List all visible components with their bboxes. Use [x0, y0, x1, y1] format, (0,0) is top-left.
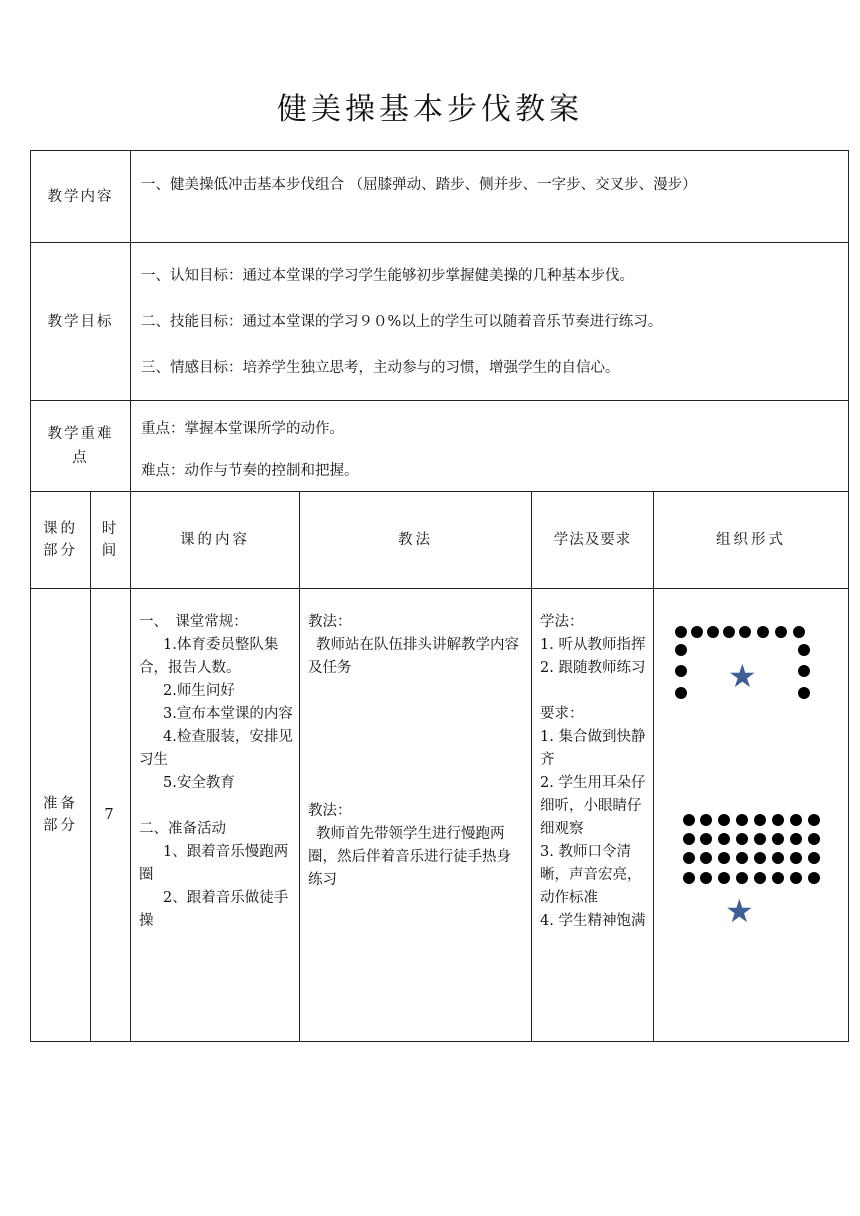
- formation-diagram: [654, 589, 849, 1041]
- student-dot: [808, 852, 820, 864]
- hard-point: 难点：动作与节奏的控制和把握。: [141, 463, 359, 479]
- list-item: 4.检查服装，安排见习生: [139, 729, 293, 768]
- method1-label: 教法：: [308, 614, 352, 630]
- goal-item: 二、技能目标：通过本堂课的学习９０%以上的学生可以随着音乐节奏进行练习。: [141, 313, 663, 330]
- student-dot: [808, 872, 820, 884]
- student-dot: [757, 626, 769, 638]
- requirement: 4. 学生精神饱满: [540, 913, 646, 929]
- method2-label: 教法：: [308, 803, 352, 819]
- header-content: 课的内容: [131, 492, 300, 589]
- student-dot: [683, 852, 695, 864]
- student-dot: [675, 626, 687, 638]
- header-time: 时间: [91, 492, 131, 589]
- goals-list: [131, 243, 849, 401]
- prep-content: [131, 589, 300, 1042]
- lesson-plan-table: [30, 150, 849, 1042]
- student-dot: [723, 626, 735, 638]
- difficulty-label: 教学重难点: [31, 401, 131, 492]
- student-dot: [683, 833, 695, 845]
- student-dot: [683, 872, 695, 884]
- learning-method: 1. 听从教师指挥: [540, 637, 646, 653]
- sec2-title: 二、准备活动: [139, 821, 226, 837]
- goal-item: 三、情感目标：培养学生独立思考，主动参与的习惯，增强学生的自信心。: [141, 359, 620, 376]
- student-dot: [790, 833, 802, 845]
- student-dot: [790, 872, 802, 884]
- student-dot: [675, 687, 687, 699]
- page-title: 健美操基本步伐教案: [277, 92, 583, 127]
- header-learning: 学法及要求: [532, 492, 654, 589]
- student-dot: [700, 852, 712, 864]
- student-dot: [739, 626, 751, 638]
- content-text: 一、健美操低冲击基本步伐组合 （屈膝弹动、踏步、侧并步、一字步、交叉步、漫步）: [131, 151, 849, 243]
- student-dot: [700, 833, 712, 845]
- student-dot: [790, 814, 802, 826]
- header-organization: 组织形式: [654, 492, 849, 589]
- teacher-star-icon: ★: [728, 657, 757, 695]
- student-dot: [772, 814, 784, 826]
- list-item: 3.宣布本堂课的内容: [163, 706, 293, 722]
- student-dot: [718, 833, 730, 845]
- row-difficulty: [31, 401, 849, 492]
- student-dot: [736, 833, 748, 845]
- header-teaching: 教法: [300, 492, 532, 589]
- student-dot: [718, 814, 730, 826]
- requirement: 1. 集合做到快静齐: [540, 729, 646, 768]
- student-dot: [718, 852, 730, 864]
- prep-time: 7: [91, 589, 131, 1042]
- student-dot: [700, 872, 712, 884]
- student-dot: [754, 833, 766, 845]
- student-dot: [808, 814, 820, 826]
- student-dot: [790, 852, 802, 864]
- student-dot: [798, 644, 810, 656]
- student-dot: [736, 872, 748, 884]
- learning-method: 2. 跟随教师练习: [540, 660, 646, 676]
- list-item: 2.师生问好: [163, 683, 235, 699]
- student-dot: [772, 872, 784, 884]
- student-dot: [775, 626, 787, 638]
- student-dot: [793, 626, 805, 638]
- list-item: 1.体育委员整队集合，报告人数。: [139, 637, 279, 676]
- list-item: 5.安全教育: [163, 775, 235, 791]
- student-dot: [754, 852, 766, 864]
- student-dot: [707, 626, 719, 638]
- student-dot: [675, 644, 687, 656]
- prep-organization: [654, 589, 849, 1042]
- prep-learning: [532, 589, 654, 1042]
- sec1-title: 一、 课堂常规：: [139, 614, 248, 630]
- row-content: [31, 151, 849, 243]
- list-item: 1、跟着音乐慢跑两圈: [139, 844, 289, 883]
- key-point: 重点：掌握本堂课所学的动作。: [141, 421, 344, 437]
- list-item: 2、跟着音乐做徒手操: [139, 890, 289, 929]
- student-dot: [736, 852, 748, 864]
- student-dot: [691, 626, 703, 638]
- student-dot: [798, 665, 810, 677]
- student-dot: [754, 872, 766, 884]
- prep-teaching: [300, 589, 532, 1042]
- header-part: 课的部分: [31, 492, 91, 589]
- prep-part: 准备部分: [31, 589, 91, 1042]
- student-dot: [736, 814, 748, 826]
- student-dot: [754, 814, 766, 826]
- requirement: 2. 学生用耳朵仔细听，小眼睛仔细观察: [540, 775, 646, 837]
- difficulty-text: [131, 401, 849, 492]
- learning-method-label: 学法：: [540, 614, 584, 630]
- student-dot: [683, 814, 695, 826]
- student-dot: [700, 814, 712, 826]
- row-goals: [31, 243, 849, 401]
- requirement: 3. 教师口令清晰，声音宏亮，动作标准: [540, 844, 642, 906]
- goal-item: 一、认知目标：通过本堂课的学习学生能够初步掌握健美操的几种基本步伐。: [141, 267, 634, 284]
- row-prep: [31, 589, 849, 1042]
- student-dot: [675, 665, 687, 677]
- teacher-star-icon: ★: [725, 892, 754, 930]
- method1-text: 教师站在队伍排头讲解教学内容及任务: [308, 637, 519, 676]
- student-dot: [808, 833, 820, 845]
- student-dot: [772, 833, 784, 845]
- method2-text: 教师首先带领学生进行慢跑两圈，然后伴着音乐进行徒手热身练习: [308, 826, 511, 888]
- requirement-label: 要求：: [540, 706, 584, 722]
- student-dot: [772, 852, 784, 864]
- student-dot: [718, 872, 730, 884]
- goals-label: 教学目标: [31, 243, 131, 401]
- content-label: 教学内容: [31, 151, 131, 243]
- row-header: [31, 492, 849, 589]
- student-dot: [798, 687, 810, 699]
